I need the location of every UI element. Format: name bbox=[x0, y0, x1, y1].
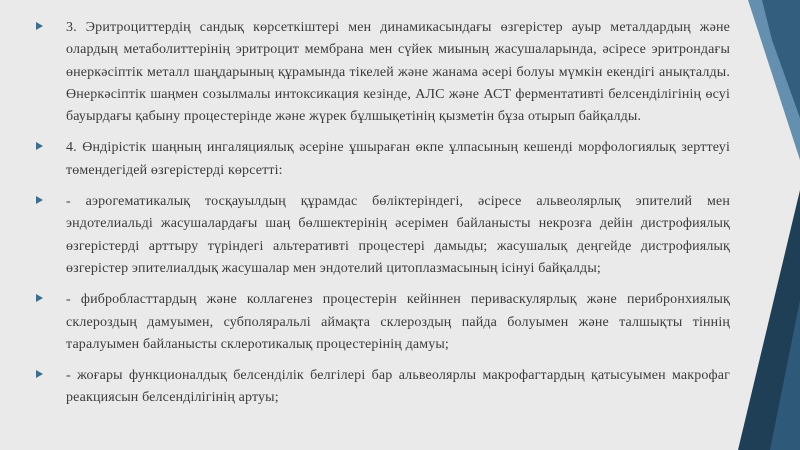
slide-body bbox=[36, 17, 730, 419]
arrow-bullet-icon bbox=[36, 196, 43, 204]
list-item bbox=[36, 137, 730, 182]
paragraph-text: - аэрогематикалық тосқауылдың құрамдас бөліктеріндегі, әсіресе альвеолярлық эпителий мен эндотелиальді жасушалардағы шаң бөлшектерінің әсерімен байланысты некрозға дейін дистрофиялық өзгерістерді арттыру түріндегі альтеративті процестері дамыды; жасушалық деңгейде дистрофиялық өзгерістер эпителиалдық жасушалар мен эндотелий цитоплазмасының ісінуі байқалды; bbox=[66, 194, 730, 276]
paragraph-text: 3. Эритроциттердің сандық көрсеткіштері мен динамикасындағы өзгерістер ауыр металдардың және олардың метаболиттерінің эритроцит мембрана мен сүйек миының жасушаларында, әсіресе эритрондағы өнеркәсіптік металл шаңдарының құрамында тікелей және жанама әсері болуы мүмкін екендігі анықталды. Өнеркәсіптік шаңмен созылмалы интоксикация кезінде, АЛС және АСТ ферментативті белсенділігінің өсуі бауырдағы қабыну процестерінде және жүрек бұлшықетінің қызметін бұза отырып байқалды. bbox=[66, 20, 730, 125]
paragraph-text: - жоғары функционалдық белсенділік белгілері бар альвеолярлы макрофагтардың қатысуымен макрофаг реакциясын белсенділігінің артуы; bbox=[66, 368, 730, 406]
arrow-bullet-icon bbox=[36, 142, 43, 150]
paragraph-text: 4. Өндірістік шаңның ингаляциялық әсеріне ұшыраған өкпе ұлпасының кешенді морфологиялық зерттеуі төмендегідей өзгерістерді көрсетті: bbox=[66, 140, 730, 178]
paragraph-text: - фибробласттардың және коллагенез процестерін кейіннен периваскулярлық және перибронхиялық склероздың дамуымен, субполяральлі аймақта склероздың пайда болуымен және талшықты тіннің таралуымен байланысты склеротикалық процестерінің дамуы; bbox=[66, 292, 730, 352]
arrow-bullet-icon bbox=[36, 294, 43, 302]
list-item bbox=[36, 191, 730, 280]
list-item bbox=[36, 289, 730, 356]
list-item bbox=[36, 365, 730, 410]
list-item bbox=[36, 17, 730, 128]
arrow-bullet-icon bbox=[36, 370, 43, 378]
arrow-bullet-icon bbox=[36, 22, 43, 30]
